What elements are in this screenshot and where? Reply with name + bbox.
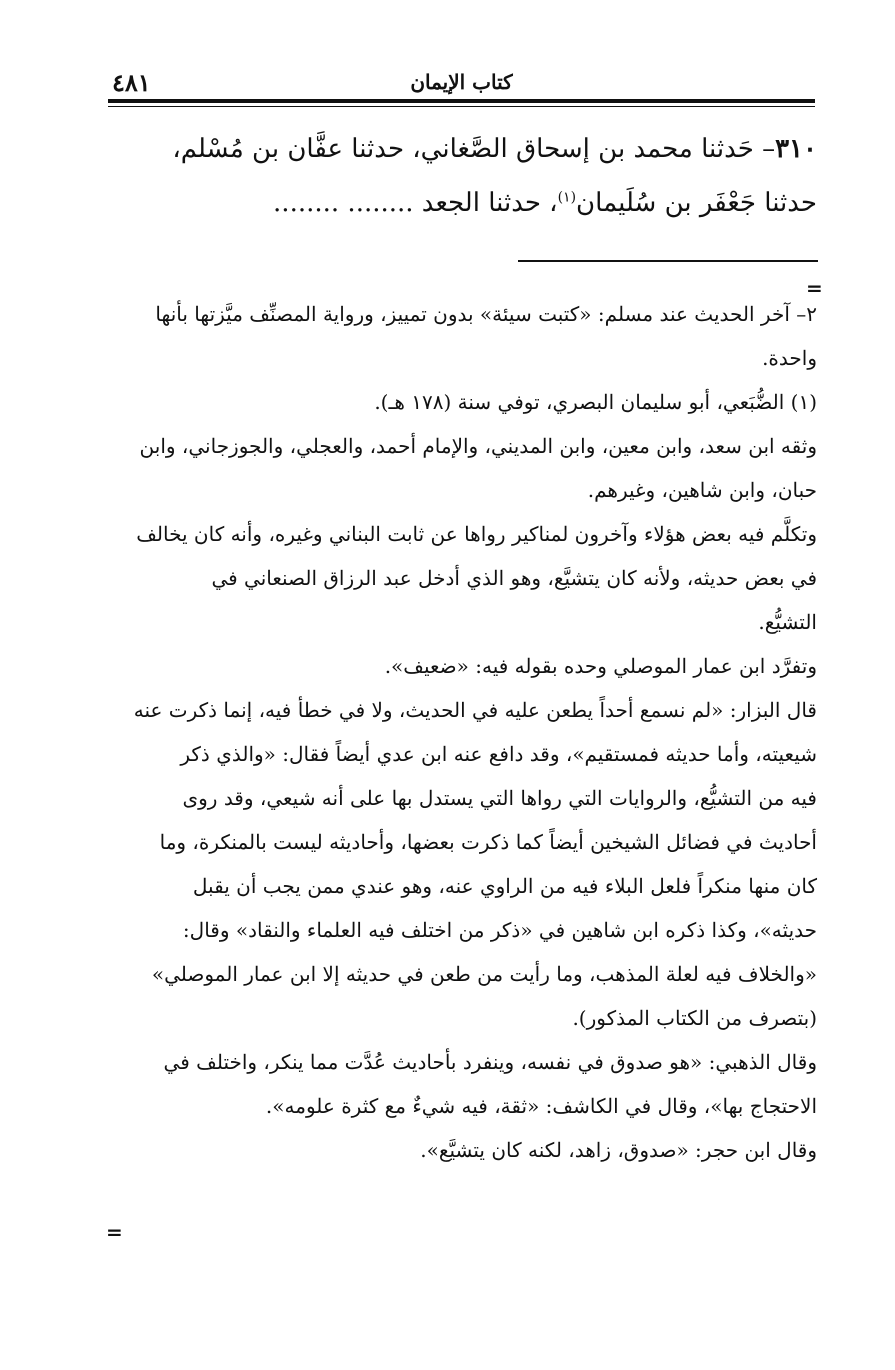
- page-header: [108, 66, 815, 102]
- book-title: كتاب الإيمان: [410, 70, 513, 94]
- footnote-reference[interactable]: (١): [557, 189, 577, 206]
- footnote-line: قال البزار: «لم نسمع أحداً يطعن عليه في الحديث، ولا في خطأ فيه، إنما ذكرت عنه: [133, 698, 817, 722]
- footnote-line: (بتصرف من الكتاب المذكور).: [572, 1006, 817, 1030]
- footnote-line: حديثه»، وكذا ذكره ابن شاهين في «ذكر من اختلف فيه العلماء والنقاد» وقال:: [182, 918, 817, 942]
- header-rule-thick: [108, 99, 815, 103]
- footnote-line: وقال ابن حجر: «صدوق، زاهد، لكنه كان يتشيَّع».: [420, 1138, 817, 1162]
- footnote-line: واحدة.: [762, 346, 817, 370]
- footnote-separator: [518, 260, 818, 262]
- header-rule-thin: [108, 106, 815, 107]
- footnote-line: التشيُّع.: [758, 610, 817, 634]
- footnote-line: وقال الذهبي: «هو صدوق في نفسه، وينفرد بأحاديث عُدَّت مما ينكر، واختلف في: [163, 1050, 817, 1074]
- footnote-line: «والخلاف فيه لعلة المذهب، وما رأيت من طعن في حديثه إلا ابن عمار الموصلي»: [151, 962, 817, 986]
- footnote-line: ٢– آخر الحديث عند مسلم: «كتبت سيئة» بدون تمييز، ورواية المصنِّف ميَّزتها بأنها: [155, 302, 817, 326]
- footnote-line: وتكلَّم فيه بعض هؤلاء وآخرون لمناكير رواها عن ثابت البناني وغيره، وأنه كان يخالف: [136, 522, 817, 546]
- footnote-line: في بعض حديثه، ولأنه كان يتشيَّع، وهو الذي أدخل عبد الرزاق الصنعاني في: [211, 566, 817, 590]
- continuation-mark-top: =: [806, 276, 823, 300]
- hadith-line-2: حدثنا جَعْفَر بن سُلَيمان$^{(١)}$، حدثنا الجعد ........ ........: [273, 188, 817, 218]
- footnote-line: وتفرَّد ابن عمار الموصلي وحده بقوله فيه: «ضعيف».: [384, 654, 817, 678]
- continuation-mark-bottom: =: [106, 1220, 123, 1244]
- page-number: ٤٨١: [112, 68, 151, 97]
- footnote-line: (١) الضُّبَعي، أبو سليمان البصري، توفي سنة (١٧٨ هـ).: [374, 390, 817, 414]
- footnote-line: حبان، وابن شاهين، وغيرهم.: [587, 478, 817, 502]
- footnote-line: وثقه ابن سعد، وابن معين، وابن المديني، والإمام أحمد، والعجلي، والجوزجاني، وابن: [139, 434, 817, 458]
- footnote-line: فيه من التشيُّع، والروايات التي رواها التي يستدل بها على أنه شيعي، وقد روى: [182, 786, 817, 810]
- hadith-line-1: ٣١٠– حَدثنا محمد بن إسحاق الصَّغاني، حدثنا عفَّان بن مُسْلم،: [172, 134, 817, 164]
- footnotes: [100, 292, 817, 1172]
- footnote-line: كان منها منكراً فلعل البلاء فيه من الراوي عنه، وهو عندي ممن يجب أن يقبل: [192, 874, 817, 898]
- footnote-line: أحاديث في فضائل الشيخين أيضاً كما ذكرت بعضها، وأحاديثه ليست بالمنكرة، وما: [159, 830, 817, 854]
- footnote-line: الاحتجاج بها»، وقال في الكاشف: «ثقة، فيه شيءٌ مع كثرة علومه».: [265, 1094, 817, 1118]
- footnote-line: شيعيته، وأما حديثه فمستقيم»، وقد دافع عنه ابن عدي أيضاً فقال: «والذي ذكر: [180, 742, 817, 766]
- hadith-text: [100, 122, 817, 230]
- hadith-number: ٣١٠: [775, 134, 817, 164]
